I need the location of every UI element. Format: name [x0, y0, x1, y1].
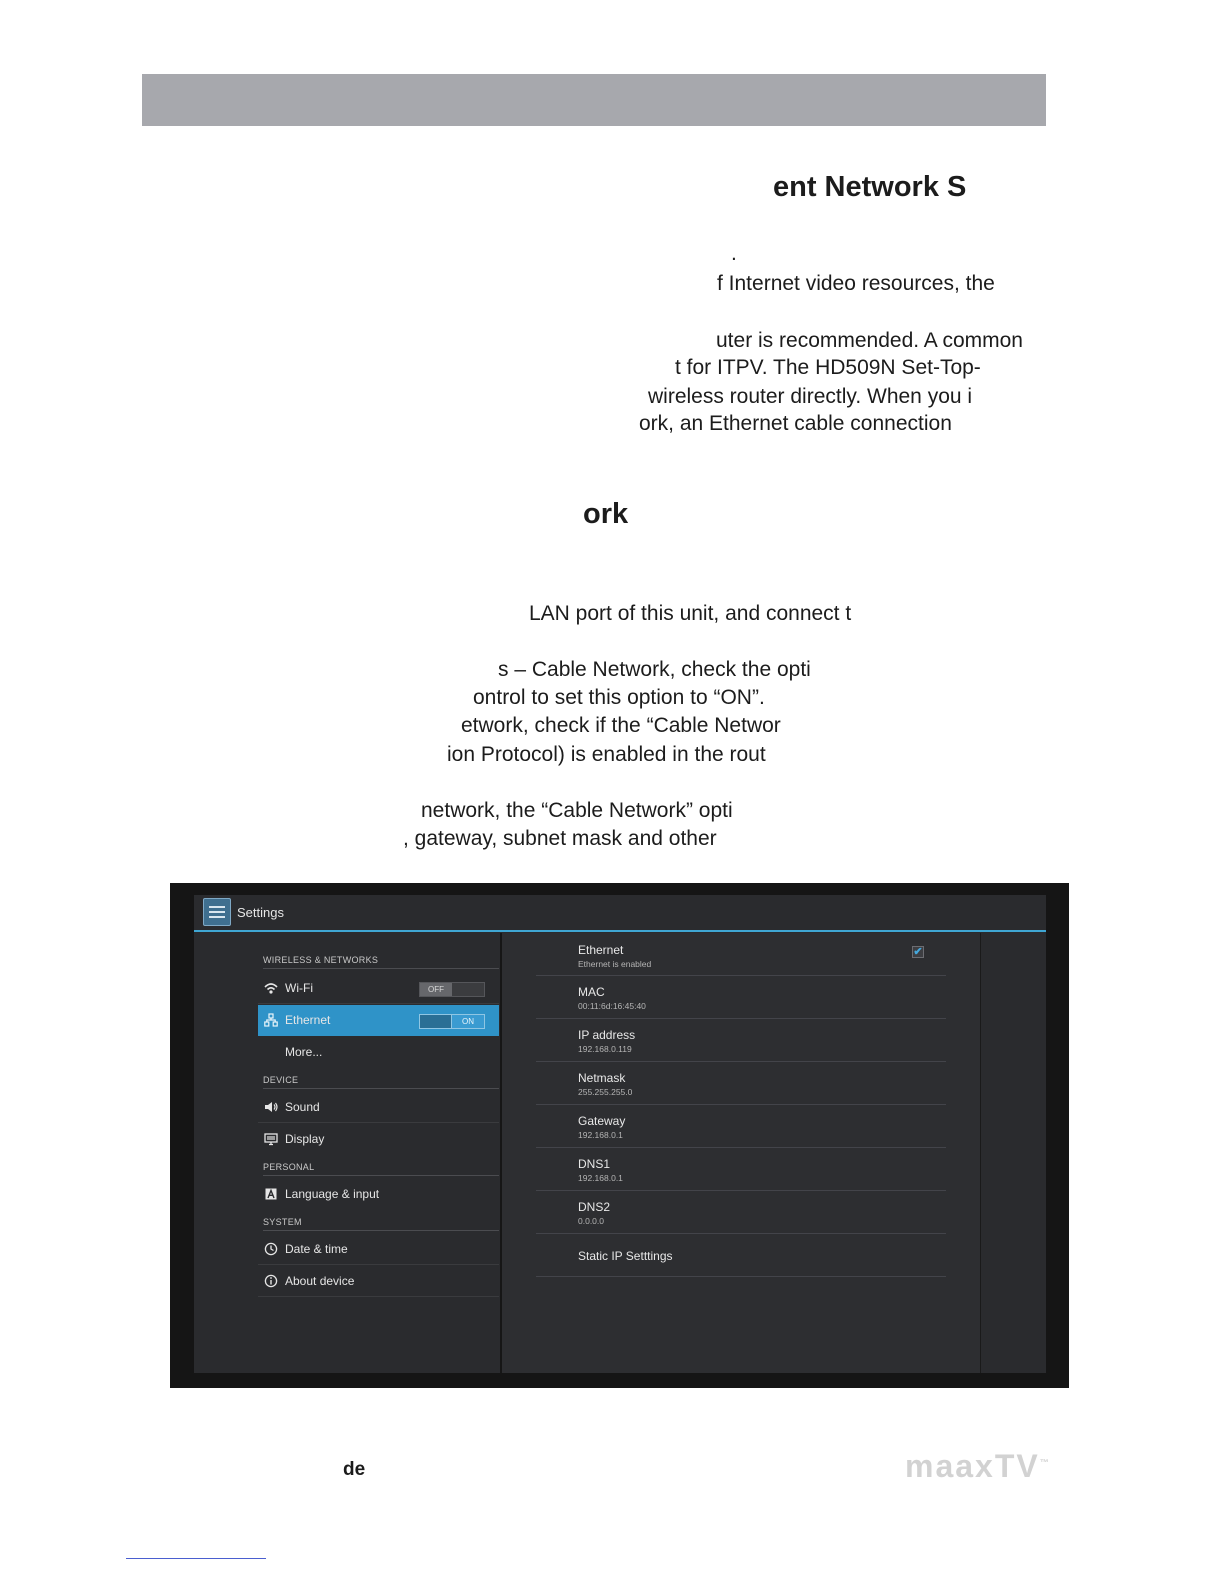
settings-menu [194, 933, 500, 1373]
section-header-personal: PERSONAL [263, 1162, 499, 1176]
section-heading-network: ent Network S [773, 171, 967, 203]
menu-item-language[interactable] [258, 1179, 499, 1210]
settings-app-icon[interactable] [203, 898, 231, 926]
detail-row-ip[interactable] [536, 1019, 946, 1062]
brand-logo [905, 1448, 1049, 1485]
footer-text: de [343, 1459, 366, 1480]
action-bar [194, 895, 1046, 931]
menu-label-date-time: Date & time [285, 1242, 348, 1256]
detail-title: Gateway [578, 1114, 626, 1128]
menu-item-about[interactable] [258, 1266, 499, 1297]
right-margin [980, 933, 1046, 1373]
menu-label-wifi: Wi-Fi [285, 981, 313, 995]
menu-item-more[interactable] [258, 1037, 499, 1068]
trademark-mark: ™ [1039, 1457, 1049, 1468]
intro-line: wireless router directly. When you i [648, 385, 973, 408]
ethernet-checkbox[interactable]: ✔ [913, 946, 923, 958]
detail-row-static-ip[interactable] [536, 1234, 946, 1277]
footer-link-underline [126, 1558, 266, 1559]
section-heading-cable: ork [583, 498, 629, 530]
menu-label-display: Display [285, 1132, 325, 1146]
menu-item-ethernet[interactable] [258, 1005, 499, 1036]
detail-title: IP address [578, 1028, 636, 1042]
intro-line: t for ITPV. The HD509N Set-Top- [675, 356, 981, 379]
info-icon [264, 1274, 278, 1288]
detail-value: 255.255.255.0 [578, 1087, 633, 1097]
detail-value: 192.168.0.119 [578, 1044, 632, 1054]
settings-title: Settings [237, 905, 284, 920]
ethernet-toggle[interactable] [419, 1014, 485, 1029]
detail-title: Ethernet [578, 943, 624, 957]
menu-item-display[interactable] [258, 1124, 499, 1155]
detail-title: Netmask [578, 1071, 626, 1085]
brand-logo-text: maaxTV [905, 1448, 1040, 1484]
detail-title: DNS1 [578, 1157, 611, 1171]
menu-label-ethernet: Ethernet [285, 1013, 331, 1027]
detail-title: Static IP Setttings [578, 1249, 673, 1263]
menu-label-about: About device [285, 1274, 355, 1288]
menu-label-more: More... [285, 1045, 323, 1059]
detail-row-ethernet[interactable] [536, 933, 946, 976]
detail-value: 192.168.0.1 [578, 1173, 623, 1183]
section-header-system: SYSTEM [263, 1217, 499, 1231]
step-line: etwork, check if the “Cable Networ [461, 714, 781, 737]
step-line: s – Cable Network, check the opti [498, 658, 811, 681]
speaker-icon [264, 1100, 278, 1114]
step-line: , gateway, subnet mask and other [403, 827, 717, 850]
intro-line: f Internet video resources, the [717, 272, 995, 295]
ethernet-toggle-state: ON [451, 1015, 484, 1028]
menu-label-language: Language & input [285, 1187, 380, 1201]
ethernet-details [502, 933, 980, 1373]
clock-icon [264, 1242, 278, 1256]
detail-row-netmask[interactable] [536, 1062, 946, 1105]
step-line: ion Protocol) is enabled in the rout [447, 743, 766, 766]
section-header-wireless: WIRELESS & NETWORKS [263, 955, 499, 969]
header-bar [142, 74, 1046, 126]
detail-row-dns2[interactable] [536, 1191, 946, 1234]
intro-line: . [731, 242, 737, 265]
step-line: network, the “Cable Network” opti [421, 799, 733, 822]
title-divider [194, 930, 1046, 932]
intro-line: ork, an Ethernet cable connection [639, 412, 952, 435]
settings-screenshot [170, 883, 1069, 1388]
settings-screen [194, 895, 1046, 1373]
wifi-toggle-state: OFF [420, 983, 452, 996]
step-line: LAN port of this unit, and connect t [529, 602, 852, 625]
wifi-icon [264, 981, 278, 995]
detail-value: Ethernet is enabled [578, 959, 652, 969]
menu-item-date-time[interactable] [258, 1234, 499, 1265]
detail-row-dns1[interactable] [536, 1148, 946, 1191]
intro-line: uter is recommended. A common [716, 329, 1023, 352]
detail-value: 0.0.0.0 [578, 1216, 604, 1226]
detail-title: MAC [578, 985, 605, 999]
menu-label-sound: Sound [285, 1100, 320, 1114]
detail-value: 00:11:6d:16:45:40 [578, 1001, 646, 1011]
detail-title: DNS2 [578, 1200, 611, 1214]
step-line: ontrol to set this option to “ON”. [473, 686, 765, 709]
detail-row-gateway[interactable] [536, 1105, 946, 1148]
detail-row-mac[interactable] [536, 976, 946, 1019]
language-icon [264, 1187, 278, 1201]
menu-item-wifi[interactable] [258, 973, 499, 1004]
detail-value: 192.168.0.1 [578, 1130, 623, 1140]
wifi-toggle[interactable] [419, 982, 485, 997]
display-icon [264, 1132, 278, 1146]
network-icon [264, 1013, 278, 1027]
menu-item-sound[interactable] [258, 1092, 499, 1123]
section-header-device: DEVICE [263, 1075, 499, 1089]
